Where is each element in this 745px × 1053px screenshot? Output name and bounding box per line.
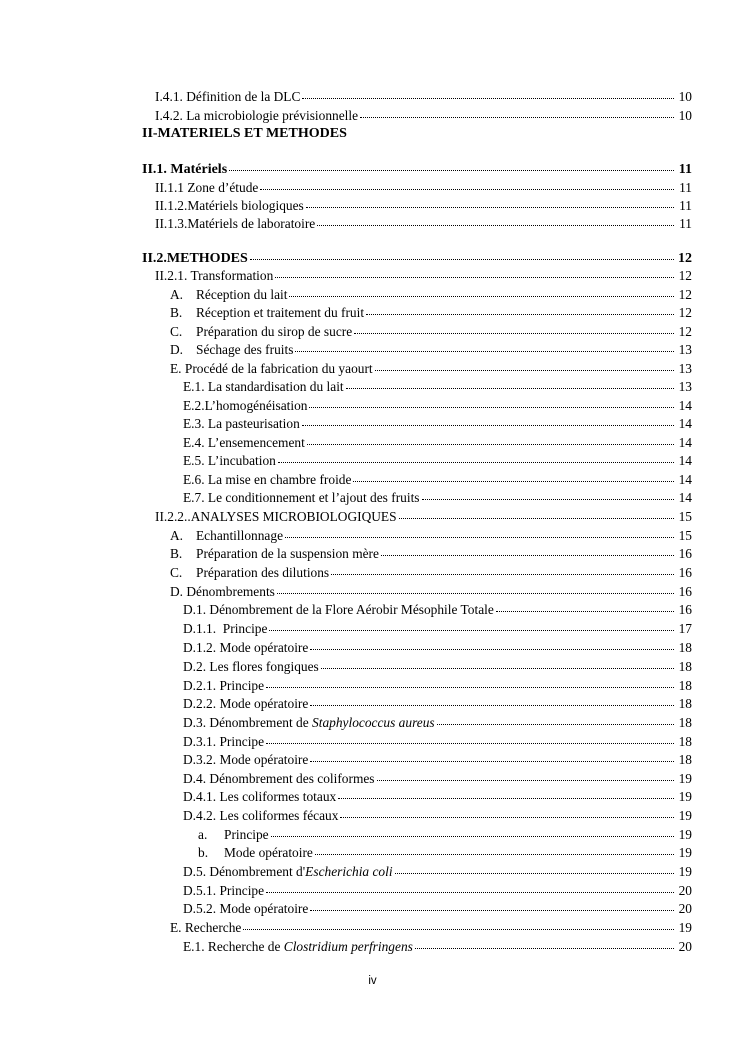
toc-entry-label: E.6. La mise en chambre froide [183,472,352,487]
dot-leader [310,649,674,650]
dot-leader [310,761,674,762]
toc-entry-page: 14 [678,490,692,505]
toc-entry[interactable] [155,266,692,285]
toc-entry[interactable] [155,507,692,526]
toc-entry[interactable] [170,322,692,341]
dot-leader [375,370,674,371]
toc-entry-page: 19 [678,808,692,823]
toc-entry[interactable] [183,899,692,918]
toc-entry-page: 13 [678,361,692,376]
toc-entry-page: 10 [678,108,692,123]
toc-entry-page: 15 [678,509,692,524]
toc-entry-label: I.4.2. La microbiologie prévisionnelle [155,108,359,123]
toc-entry-page: 16 [678,546,692,561]
toc-entry[interactable] [183,787,692,806]
toc-entry-page: 16 [678,584,692,599]
toc-entry-label: D. Dénombrements [170,584,275,599]
toc-entry-label: D.5.2. Mode opératoire [183,901,309,916]
toc-entry[interactable] [183,713,692,732]
toc-entry[interactable] [170,285,692,304]
toc-entry-label: I.4.1. Définition de la DLC [155,89,301,104]
toc-entry-page: 18 [678,752,692,767]
list-marker: D. [170,342,184,357]
dot-leader [302,425,674,426]
toc-entry-label: D.5. Dénombrement d' [183,864,306,879]
toc-entry-label: II.1.3.Matériels de laboratoire [155,216,316,231]
dot-leader [295,351,674,352]
toc-entry[interactable] [170,544,692,563]
dot-leader [340,817,674,818]
toc-entry[interactable] [155,214,692,233]
toc-entry[interactable] [170,563,692,582]
toc-entry-label: Mode opératoire [224,845,313,860]
toc-entry-page: 14 [678,453,692,468]
toc-entry-page: 18 [678,696,692,711]
toc-entry-label: Préparation du sirop de sucre [196,324,353,339]
toc-entry-page: 16 [678,565,692,580]
toc-entry[interactable] [170,340,692,359]
list-marker: a. [198,827,208,842]
toc-entry[interactable] [183,600,692,619]
dot-leader [229,170,674,171]
toc-entry[interactable] [155,87,692,106]
dot-leader [289,296,674,297]
toc-entry-page: 18 [678,659,692,674]
dot-leader [354,333,674,334]
toc-entry-label: E.4. L’ensemencement [183,435,305,450]
toc-entry[interactable] [155,106,692,125]
toc-entry-page: 13 [678,379,692,394]
page-number: iv [368,975,377,987]
toc-entry-page: 13 [678,342,692,357]
toc-entry-page: 18 [678,734,692,749]
dot-leader [277,593,674,594]
toc-entry-label: II.2.2..ANALYSES MICROBIOLOGIQUES [155,509,397,524]
toc-entry-label: E.1. Recherche de [183,939,284,954]
toc-entry[interactable] [198,843,692,862]
toc-entry-label: D.4.1. Les coliformes totaux [183,789,337,804]
toc-entry-label: Réception du lait [196,287,288,302]
toc-entry-page: 18 [678,640,692,655]
toc-entry-page: 12 [678,287,692,302]
dot-leader [366,314,674,315]
dot-leader [399,518,674,519]
toc-entry-label: D.3. Dénombrement de [183,715,313,730]
dot-leader [271,836,674,837]
toc-entry[interactable] [183,750,692,769]
dot-leader [269,630,674,631]
dot-leader [266,687,674,688]
toc-entry-label: E. Procédé de la fabrication du yaourt [170,361,373,376]
toc-entry[interactable] [183,396,692,415]
dot-leader [310,705,674,706]
toc-entry-page: 14 [678,435,692,450]
toc-entry[interactable] [183,377,692,396]
dot-leader [250,259,674,260]
dot-leader [315,854,674,855]
toc-entry-page: 10 [678,89,692,104]
toc-entry-page: 20 [678,883,692,898]
toc-entry-page: 11 [678,162,692,177]
toc-entry[interactable] [170,359,692,378]
toc-entry-page: 20 [678,939,692,954]
toc-entry-page: 11 [679,198,692,213]
dot-leader [317,225,674,226]
toc-entry-page: 19 [678,845,692,860]
toc-entry-label: Préparation de la suspension mère [196,546,379,561]
toc-entry[interactable] [155,178,692,197]
toc-entry-label: Principe [224,827,269,842]
toc-entry-label: D.1. Dénombrement de la Flore Aérobir Mésophile Totale [183,602,494,617]
toc-entry[interactable] [183,769,692,788]
toc-entry-page: 11 [679,180,692,195]
toc-entry-page: 14 [678,472,692,487]
toc-entry[interactable] [170,918,692,937]
toc-entry[interactable] [183,638,692,657]
toc-entry[interactable] [183,433,692,452]
toc-entry-label: D.1.1. Principe [183,621,268,636]
toc-entry[interactable] [183,488,692,507]
dot-leader [307,444,674,445]
dot-leader [278,462,674,463]
toc-entry[interactable] [183,676,692,695]
toc-entry[interactable] [170,303,692,322]
toc-entry-label: E. Recherche [170,920,242,935]
list-marker: B. [170,305,183,320]
toc-entry-label: E.7. Le conditionnement et l’ajout des fruits [183,490,420,505]
list-marker: A. [170,287,184,302]
toc-entry[interactable] [155,196,692,215]
list-marker: C. [170,324,183,339]
toc-entry-label: D.1.2. Mode opératoire [183,640,309,655]
toc-entry-page: 18 [678,678,692,693]
dot-leader [437,724,674,725]
dot-leader [377,780,674,781]
toc-entry[interactable] [183,732,692,751]
toc-entry-label: II.1.1 Zone d’étude [155,180,259,195]
dot-leader [346,388,674,389]
dot-leader [275,277,674,278]
toc-entry-label: E.1. La standardisation du lait [183,379,344,394]
toc-entry-page: 19 [678,771,692,786]
toc-entry-page: 19 [678,864,692,879]
list-marker: b. [198,845,209,860]
toc-entry-label: D.4.2. Les coliformes fécaux [183,808,339,823]
toc-entry-page: 19 [678,920,692,935]
dot-leader [381,555,674,556]
toc-entry-label: II.2.METHODES [142,251,248,266]
toc-entry-label: D.3.1. Principe [183,734,265,749]
dot-leader [422,499,674,500]
dot-leader [243,929,674,930]
toc-entry[interactable] [142,160,692,179]
dot-leader [395,873,674,874]
dot-leader [321,668,674,669]
toc-entry[interactable] [198,825,692,844]
toc-entry-label: Echantillonnage [196,528,284,543]
toc-entry[interactable] [183,414,692,433]
dot-leader [266,743,674,744]
toc-entry[interactable] [183,937,692,956]
toc-entry[interactable] [183,862,692,881]
toc-entry-label: D.2. Les flores fongiques [183,659,319,674]
dot-leader [353,481,674,482]
toc-entry-label: D.4. Dénombrement des coliformes [183,771,375,786]
toc-entry-label: Séchage des fruits [196,342,294,357]
toc-entry-page: 20 [678,901,692,916]
dot-leader [331,574,674,575]
toc-entry-label: II.1.2.Matériels biologiques [155,198,304,213]
toc-entry-page: 14 [678,416,692,431]
toc-entry[interactable] [183,694,692,713]
list-marker: B. [170,546,183,561]
dot-leader [360,117,674,118]
toc-entry-page: 16 [678,602,692,617]
toc-entry-page: 12 [678,305,692,320]
species-name: Escherichia coli [305,864,393,879]
toc-entry-label: D.3.2. Mode opératoire [183,752,309,767]
toc-entry[interactable] [170,582,692,601]
toc-entry-page: 18 [678,715,692,730]
toc-entry[interactable] [183,657,692,676]
toc-entry-label: II.2.1. Transformation [155,268,274,283]
toc-entry-page: 14 [678,398,692,413]
toc-entry-label: D.2.1. Principe [183,678,265,693]
toc-entry-page: 19 [678,789,692,804]
toc-entry-label: D.2.2. Mode opératoire [183,696,309,711]
toc-entry-page: 12 [678,268,692,283]
dot-leader [306,207,674,208]
toc-entry-page: 15 [678,528,692,543]
dot-leader [338,798,674,799]
toc-entry[interactable] [170,526,692,545]
toc-entry[interactable] [183,881,692,900]
species-name: Clostridium perfringens [283,939,413,954]
dot-leader [496,611,674,612]
toc-entry[interactable] [183,619,692,638]
toc-entry-label: E.3. La pasteurisation [183,416,300,431]
toc-entry-label: Réception et traitement du fruit [196,305,365,320]
toc-entry-label: D.5.1. Principe [183,883,265,898]
list-marker: A. [170,528,184,543]
toc-entry[interactable] [183,451,692,470]
toc-entry-page: 19 [678,827,692,842]
species-name: Staphylococcus aureus [312,715,435,730]
toc-section-heading[interactable] [142,124,692,143]
toc-entry-label: E.5. L’incubation [183,453,276,468]
dot-leader [285,537,674,538]
toc-entry[interactable] [183,806,692,825]
dot-leader [415,948,674,949]
toc-entry-page: 12 [678,324,692,339]
dot-leader [302,98,674,99]
toc-heading-label: II-MATERIELS ET METHODES [142,126,347,141]
toc-entry-page: 17 [678,621,692,636]
dot-leader [260,189,674,190]
dot-leader [310,910,674,911]
dot-leader [266,892,674,893]
dot-leader [309,407,674,408]
toc-entry-page: 11 [679,216,692,231]
toc-entry-label: II.1. Matériels [142,162,228,177]
list-marker: C. [170,565,183,580]
toc-entry-label: E.2.L’homogénéisation [183,398,308,413]
toc-entry-page: 12 [678,251,692,266]
toc-entry-label: Préparation des dilutions [196,565,330,580]
toc-entry[interactable] [183,470,692,489]
